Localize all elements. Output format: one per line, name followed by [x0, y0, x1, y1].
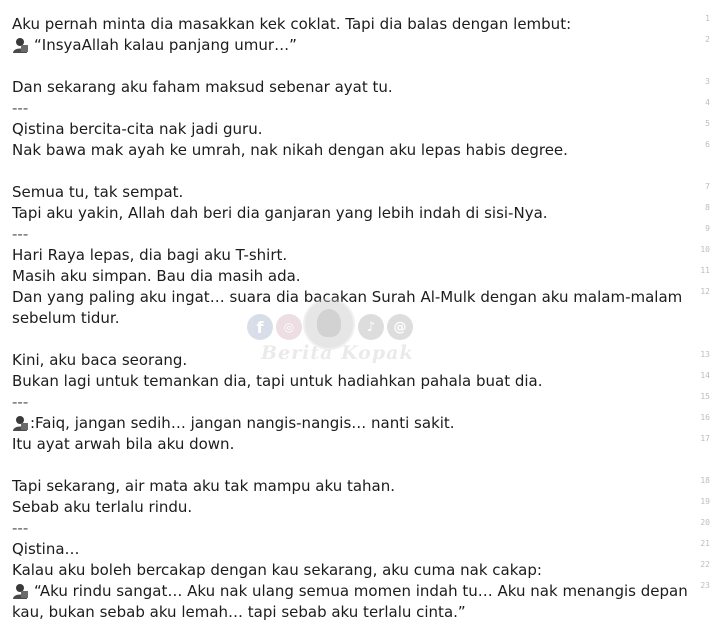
post-line [12, 182, 710, 203]
post-line [12, 224, 710, 245]
threads-icon: @ [387, 314, 413, 340]
post-line-text: Aku pernah minta dia masakkan kek coklat. Tapi dia balas dengan lembut: [12, 15, 572, 33]
post-line [12, 476, 710, 497]
post-line-pos: 22 [700, 560, 710, 569]
post-line-pos: 10 [700, 245, 710, 254]
post-line-pos: 19 [700, 497, 710, 506]
post-line-text: Masih aku simpan. Bau dia masih ada. [12, 267, 301, 285]
post-line-pos: 9 [705, 224, 710, 233]
post-line [12, 560, 710, 581]
post-line-pos: 23 [700, 581, 710, 590]
tiktok-icon: ♪ [358, 314, 384, 340]
post-line [12, 371, 710, 392]
post-line-pos: 3 [705, 77, 710, 86]
facebook-icon: f [247, 314, 273, 340]
post-line [12, 119, 710, 140]
post-line-text: Hari Raya lepas, dia bagi aku T-shirt. [12, 246, 288, 264]
post-line [12, 350, 710, 371]
post-line-pos: 18 [700, 476, 710, 485]
post-line-pos: 8 [705, 203, 710, 212]
post-line [12, 392, 710, 413]
post-line [12, 287, 710, 329]
post-line-text: Tapi aku yakin, Allah dah beri dia ganjaran yang lebih indah di sisi-Nya. [12, 204, 548, 222]
spacer [12, 56, 702, 77]
post-line [12, 581, 710, 623]
separator: --- [12, 99, 29, 117]
post-line [12, 14, 710, 35]
post-line [12, 497, 710, 518]
post-line-pos: 13 [700, 350, 710, 359]
post-line [12, 434, 710, 455]
post-line-pos: 20 [700, 518, 710, 527]
post-line [12, 245, 710, 266]
post-line-pos: 5 [705, 119, 710, 128]
post-line-text: Semua tu, tak sempat. [12, 183, 184, 201]
person-icon [12, 37, 29, 53]
post-line-text: “Aku rindu sangat… Aku nak ulang semua momen indah tu… Aku nak menangis depan kau, bukan sebab aku lemah… tapi sebab aku terlalu cinta.” [12, 582, 688, 621]
post-line-text: Itu ayat arwah bila aku down. [12, 435, 235, 453]
post-line-text: Bukan lagi untuk temankan dia, tapi untuk hadiahkan pahala buat dia. [12, 372, 543, 390]
post-line-text: Dan yang paling aku ingat… suara dia bacakan Surah Al-Mulk dengan aku malam-malam sebelum tidur. [12, 288, 683, 327]
spacer [12, 455, 702, 476]
post-line-pos: 6 [705, 140, 710, 149]
post-line-pos: 12 [700, 287, 710, 296]
post-line-pos: 1 [705, 14, 710, 23]
spacer [12, 161, 702, 182]
post-line-pos: 14 [700, 371, 710, 380]
post-line-text: Sebab aku terlalu rindu. [12, 498, 193, 516]
post-line-text: :Faiq, jangan sedih… jangan nangis-nangis… nanti sakit. [30, 414, 455, 432]
post-line-text: Qistina bercita-cita nak jadi guru. [12, 120, 263, 138]
post-line-text: Dan sekarang aku faham maksud sebenar ayat tu. [12, 78, 393, 96]
spacer [12, 329, 702, 350]
post-line [12, 140, 710, 161]
post-line-pos: 21 [700, 539, 710, 548]
post-line-text: “InsyaAllah kalau panjang umur…” [34, 36, 297, 54]
separator: --- [12, 519, 29, 537]
post-line [12, 77, 710, 98]
post-line-text: Nak bawa mak ayah ke umrah, nak nikah dengan aku lepas habis degree. [12, 141, 568, 159]
instagram-icon: ◎ [276, 314, 302, 340]
post-line-pos: 11 [700, 266, 710, 275]
post-line [12, 518, 710, 539]
post-line-pos: 15 [700, 392, 710, 401]
person-icon [12, 415, 29, 431]
separator: --- [12, 393, 29, 411]
watermark-brand-text: Berita Kopak [261, 342, 414, 364]
post-line-text: Qistina… [12, 540, 80, 558]
post-line [12, 203, 710, 224]
post-line-text: Kalau aku boleh bercakap dengan kau sekarang, aku cuma nak cakap: [12, 561, 542, 579]
post-line-pos: 17 [700, 434, 710, 443]
post-line [12, 413, 710, 434]
post-line-text: Kini, aku baca seorang. [12, 351, 188, 369]
post-line-pos: 16 [700, 413, 710, 422]
post-line-pos: 4 [705, 98, 710, 107]
post-line-pos: 2 [705, 35, 710, 44]
post-line [12, 266, 710, 287]
post-line [12, 98, 710, 119]
post-line [12, 539, 710, 560]
post-body [12, 14, 710, 623]
person-icon [12, 583, 29, 599]
post-line-text: Tapi sekarang, air mata aku tak mampu aku tahan. [12, 477, 396, 495]
post-line-pos: 7 [705, 182, 710, 191]
separator: --- [12, 225, 29, 243]
post-line [12, 35, 710, 56]
